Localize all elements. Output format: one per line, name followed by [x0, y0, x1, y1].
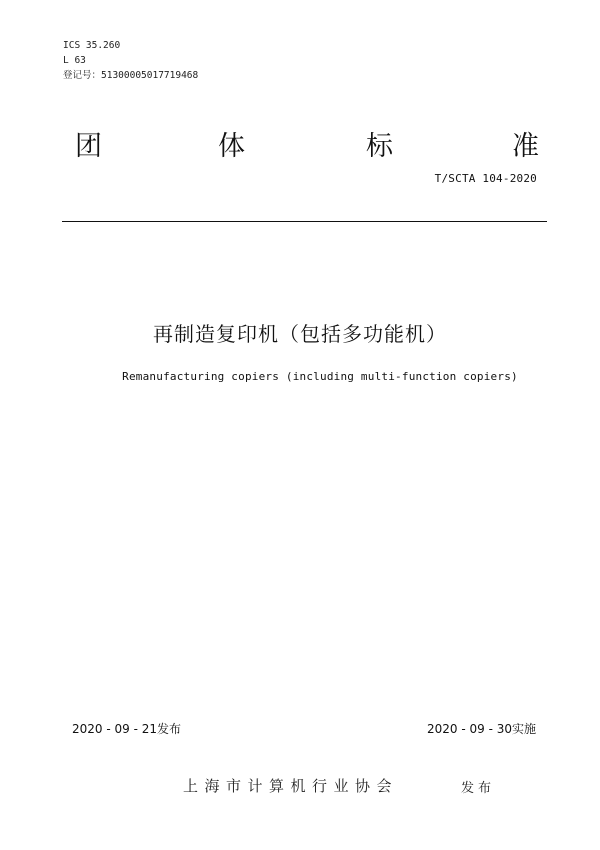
classification-code: L 63 [63, 55, 86, 66]
standard-type-char: 标 [366, 131, 393, 162]
publisher-name: 上海市计算机行业协会 [183, 777, 399, 795]
document-title-english: Remanufacturing copiers (including multi-function copiers) [122, 370, 518, 383]
standard-number: T/SCTA 104-2020 [434, 172, 537, 185]
header-divider [62, 221, 547, 222]
implementation-date: 2020 - 09 - 30实施 [427, 722, 536, 736]
publisher-suffix: 发布 [461, 781, 496, 796]
standard-type-char: 团 [75, 131, 102, 162]
registration-number: 登记号：51300005017719468 [63, 70, 199, 81]
document-title-chinese: 再制造复印机（包括多功能机） [153, 322, 447, 346]
standard-type-char: 准 [512, 131, 539, 162]
issue-date: 2020 - 09 - 21发布 [72, 722, 181, 736]
standard-type-char: 体 [218, 131, 245, 162]
ics-code: ICS 35.260 [63, 40, 121, 51]
